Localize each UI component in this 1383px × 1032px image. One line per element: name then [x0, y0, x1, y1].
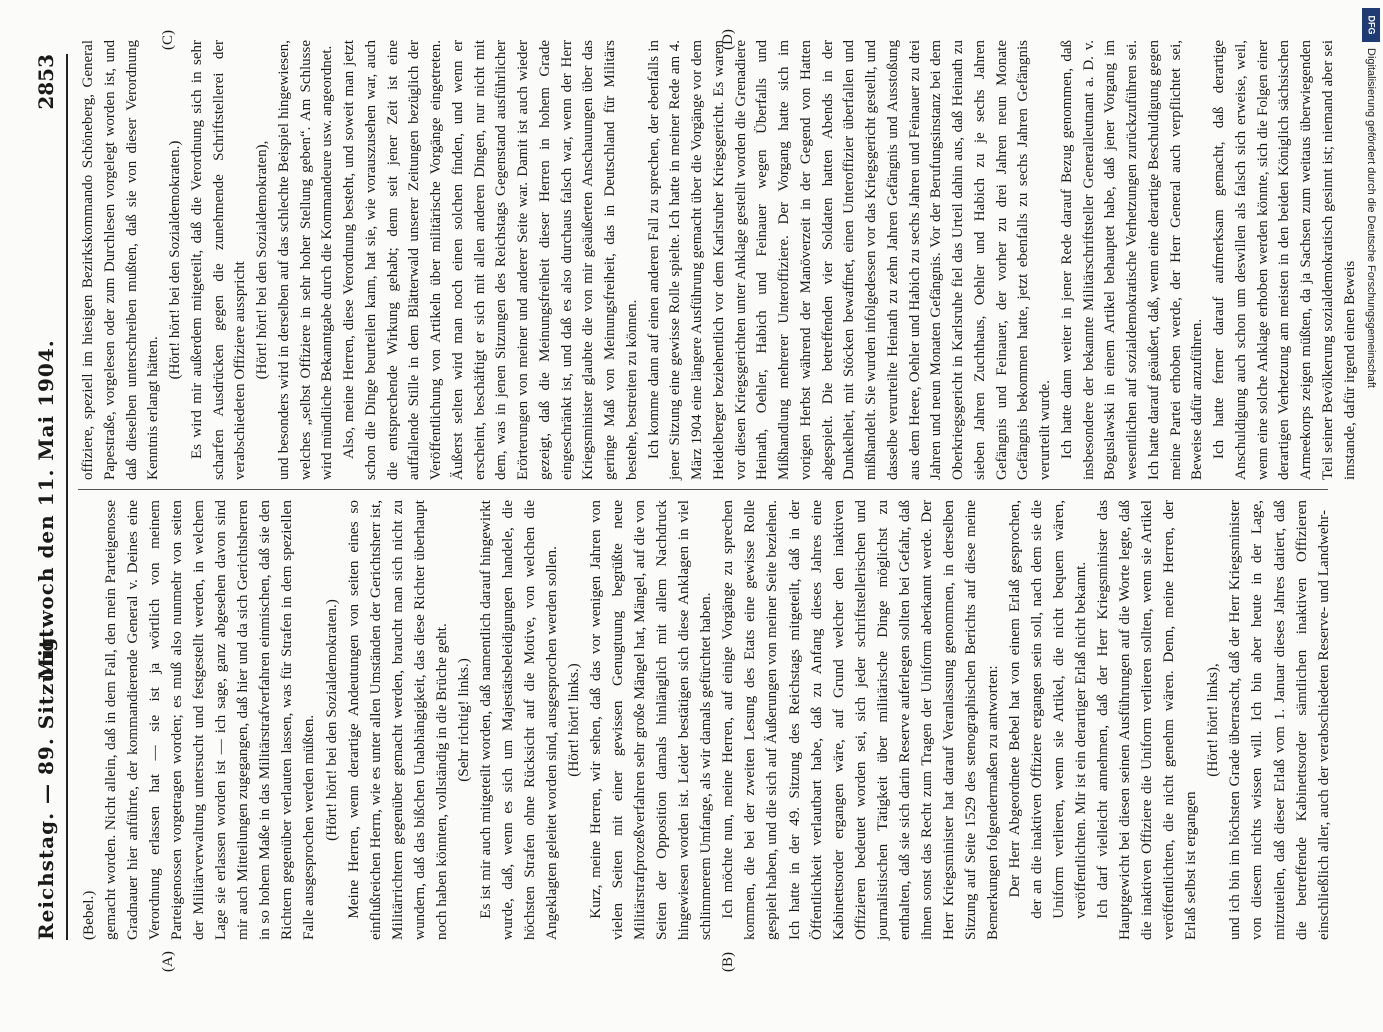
left-column — [78, 500, 1335, 940]
paragraph: Meine Herren, wenn derartige Andeutungen von seiten eines so einflußreichen Herrn, wie es unter allen Umständen der Gerichtsherr ist, Militärrichtern gegenüber gemacht werden, braucht man sich nicht zu wundern, daß das bißchen Unabhängigkeit, das diese Richter überhaupt noch haben könnten, vollständig in die Brüche geht. — [344, 500, 450, 940]
right-column — [78, 40, 1361, 480]
dfg-logo — [1362, 8, 1380, 42]
interjection: (Sehr richtig! links.) — [454, 658, 472, 782]
interjection: (Hört! hört! links), — [1204, 663, 1222, 777]
paragraph: offiziere, speziell im hiesigen Bezirkskommando Schöneberg, General Papestraße, vorgelesen oder zum Durchlesen vorgelegt worden ist, und daß dieselben unterschreiben mußten, daß sie von dieser Verordnung Kenntnis erlangt hätten. — [80, 40, 162, 480]
page-header — [34, 0, 68, 1000]
paragraph: Ich hatte ferner darauf aufmerksam gemacht, daß derartige Anschuldigung auch schon um deswillen als falsch sich erweise, weil, wenn eine solche Anklage erhoben werden könnte, sich die Folgen einer derartigen Verhetzung am meisten in den beiden Königlich sächsischen Armeekorps zeigen müßten, da ja Sachsen zum weitaus überwiegenden Teil seiner Bevölkerung sozialdemokratisch gesinnt ist; niemand aber sei imstande, dafür irgend einen Beweis — [1211, 40, 1358, 480]
interjection: (Hört! hört! bei den Sozialdemokraten), — [254, 140, 270, 380]
header-rule — [66, 54, 68, 940]
margin-mark-b: (B) — [720, 952, 736, 972]
paragraph: Ich möchte nun, meine Herren, auf einige Vorgänge zu sprechen kommen, die bei der zweiten Lesung des Etats eine gewisse Rolle gespielt haben, und die sich auf Äußerungen von meiner Seite beziehen. Ich hatte in der 49. Sitzung des Reichstags mitgeteilt, daß in der Öffentlichkeit verlautbart habe, daß zu Anfang dieses Jahres eine Kabinettsorder ergangen wäre, auf Grund welcher den inaktiven Offizieren bedeutet worden sei, sich jeder schriftstellerischen und journalistischen Tätigkeit über militärische Dinge möglichst zu enthalten, daß sie sich darin Reserve auferlegen sollten bei Gefahr, daß ihnen sonst das Recht zum Tragen der Uniform aberkannt werde. Der Herr Kriegsminister hat darauf Veranlassung genommen, in derselben Sitzung auf Seite 1529 des stenographischen Berichts auf diese meine Bemerkungen folgendermaßen zu antworten: — [719, 500, 1001, 940]
interjection: (Hört! hört! bei den Sozialdemokraten.) — [322, 599, 340, 841]
column-divider — [78, 489, 1328, 490]
margin-mark-c: (C) — [160, 30, 176, 50]
session-date: Mittwoch den 11. Mai 1904. — [34, 339, 58, 680]
quotation: Der Herr Abgeordnete Bebel hat von einem Erlaß gesprochen, der an die inaktiven Offiziere ergangen sein soll, nach dem sie die Uniform verlieren, wenn sie Artikel, die nicht bequem wären, veröffentlichten. Mir ist ein derartiger Erlaß nicht bekannt. — [1005, 500, 1090, 919]
paragraph: gemacht worden. Nicht allein, daß in dem Fall, den mein Parteigenosse Gradnauer hier anführte, der kommandierende General v. Deines eine Verordnung erlassen hat — sie ist ja wörtlich von meinem Parteigenossen vorgetragen worden; es muß also nunmehr von seiten der Militärverwaltung untersucht und festgestellt werden, in welchem Lage sie erlassen worden ist — ich sage, ganz abgesehen davon sind mir auch Mitteilungen zugegangen, daß hier und da sich Gerichtsherren in so hohem Maße in das Militärstrafverfahren einmischen, daß sie den Richtern gegenüber verlauten lassen, was für Strafen in dem speziellen Falle ausgesprochen werden müßten. — [102, 500, 318, 940]
speaker-label: (Bebel.) — [80, 890, 97, 940]
margin-mark-d: (D) — [720, 29, 736, 50]
paragraph: Also, meine Herren, diese Verordnung besteht, und soweit man jetzt schon die Dinge beurteilen kann, hat sie, wie vorauszusehen war, auch die entsprechende Wirkung gehabt; denn seit jener Zeit ist eine auffallende Stille in dem Blätterwald unserer Zeitungen bezüglich der Veröffentlichung von Artikeln über militärische Vorgänge eingetreten. Äußerst selten wird man noch einen solchen finden, und wenn er erscheint, beschäftigt er sich mit allen anderen Dingen, nur nicht mit dem, was in jenen Sitzungen des Reichstags Gegenstand ausführlicher Erörterungen von meiner und anderer Seite war. Damit ist auch wieder gezeigt, daß die Meinungsfreiheit dieser Herren in hohem Grade eingeschränkt ist, und daß es also durchaus falsch war, wenn der Herr Kriegsminister glaubte die von mir geäußerten Anschauungen über das geringe Maß von Meinungsfreiheit, das in Deutschland für Militärs bestehe, bestreiten zu können. — [341, 40, 640, 480]
paragraph: Ich darf vielleicht annehmen, daß der Herr Kriegsminister das Hauptgewicht bei diesen seinen Ausführungen auf die Worte legte, daß die inaktiven Offiziere die Uniform verlieren sollten, wenn sie Artikel veröffentlichten, die nicht genehm wären. Denn, meine Herren, der Erlaß selbst ist ergangen — [1094, 500, 1200, 940]
paragraph: und ich bin im höchsten Grade überrascht, daß der Herr Kriegsminister von diesem nichts wissen will. Ich bin aber heute in der Lage, mitzuteilen, daß dieser Erlaß vom 1. Januar dieses Jahres datiert, daß die betreffende Kabinettsorder sämtlichen inaktiven Offizieren einschließlich aller, auch der verabschiedeten Reserve- und Landwehr- — [1226, 500, 1332, 940]
credit-text: Digitalisierung gefördert durch die Deutsche Forschungsgemeinschaft — [1365, 48, 1377, 388]
interjection: (Hört! hört! bei den Sozialdemokraten.) — [167, 140, 183, 380]
session-title: Reichstag. — 89. Sitzung. — [34, 628, 58, 940]
page-number: 2853 — [34, 54, 58, 110]
paragraph: Es wird mir außerdem mitgeteilt, daß die Verordnung sich in sehr scharfen Ausdrücken gegen die zunehmende Schriftstellerei der verabschiedeten Offiziere ausspricht — [188, 40, 249, 480]
paragraph: und besonders wird in derselben auf das schlechte Beispiel hingewiesen, welches „selbst Offiziere in sehr hoher Stellung geben“. Am Schlusse wird mündliche Bekanntgabe durch die Kommandeure usw. angeordnet. — [275, 40, 336, 480]
paragraph: Ich hatte dann weiter in jener Rede darauf Bezug genommen, daß insbesondere der bekannte Militärschriftsteller Generalleutnant a. D. v. Boguslawski in einem Artikel behauptet habe, daß jener Vorgang im wesentlichen auf sozialdemokratische Verhetzungen zurückzuführen sei. Ich hatte darauf geäußert, daß, wenn eine derartige Beschuldigung gegen meine Partei erhoben werde, der Herr General auch verpflichtet sei, Beweise dafür anzuführen. — [1058, 40, 1206, 480]
digitization-credit — [1360, 8, 1382, 992]
margin-mark-a: (A) — [160, 951, 176, 972]
paragraph: Kurz, meine Herren, wir sehen, daß das vor wenigen Jahren von vielen Seiten mit einer gewissen Genugtuung begrüßte neue Militärstrafprozeßverfahren sehr große Mängel hat, Mängel, auf die von Seiten der Opposition damals hinlänglich mit allem Nachdruck hingewiesen worden ist. Leider bestätigen sich diese Anklagen in viel schlimmerem Umfange, als wir damals gefürchtet haben. — [587, 500, 715, 940]
paragraph: Es ist mir auch mitgeteilt worden, daß namentlich darauf hingewirkt wurde, daß, wenn es sich um Majestätsbeleidigungen handele, die höchsten Strafen ohne Rücksicht auf die Motive, von welchen die Angeklagten geleitet worden sind, ausgesprochen werden sollen. — [476, 500, 560, 940]
dfg-logo-text: DFG — [1366, 15, 1376, 35]
paragraph: Ich komme dann auf einen anderen Fall zu sprechen, der ebenfalls in jener Sitzung eine gewisse Rolle spielte. Ich hatte in meiner Rede am 4. März 1904 eine längere Ausführung gemacht über die Vorgänge vor dem Heidelberger beziehentlich vor dem Karlsruher Kriegsgericht. Es waren vor diesen Kriegsgerichten unter Anklage gestellt worden die Grenadiere Heinath, Oehler, Habich und Feinauer wegen Überfalls und Mißhandlung mehrerer Unteroffiziere. Der Vorgang hatte sich im vorigen Herbst während der Manöverzeit in der Gegend von Hatten abgespielt. Die betreffenden vier Soldaten hatten Abends in der Dunkelheit, mit Stöcken bewaffnet, einen Unteroffizier überfallen und mißhandelt. Sie wurden infolgedessen vor das Kriegsgericht gestellt, und dasselbe verurteilte Heinath zu zehn Jahren Gefängnis und Ausstoßung aus dem Heere, Oehler und Habich zu sechs Jahren und Feinauer zu drei Jahren und neun Monaten Gefängnis. Vor der Berufungsinstanz bei dem Oberkriegsgericht in Karlsruhe fiel das Urteil dahin aus, daß Heinath zu sieben Jahren Zuchthaus, Oehler und Habich zu je sechs Jahren Gefängnis und Feinauer, der vorher zu drei Jahren neun Monate Gefängnis bekommen hatte, jetzt ebenfalls zu sechs Jahren Gefängnis verurteilt wurde. — [645, 40, 1053, 480]
interjection: (Hört! hört! links.) — [565, 663, 583, 777]
